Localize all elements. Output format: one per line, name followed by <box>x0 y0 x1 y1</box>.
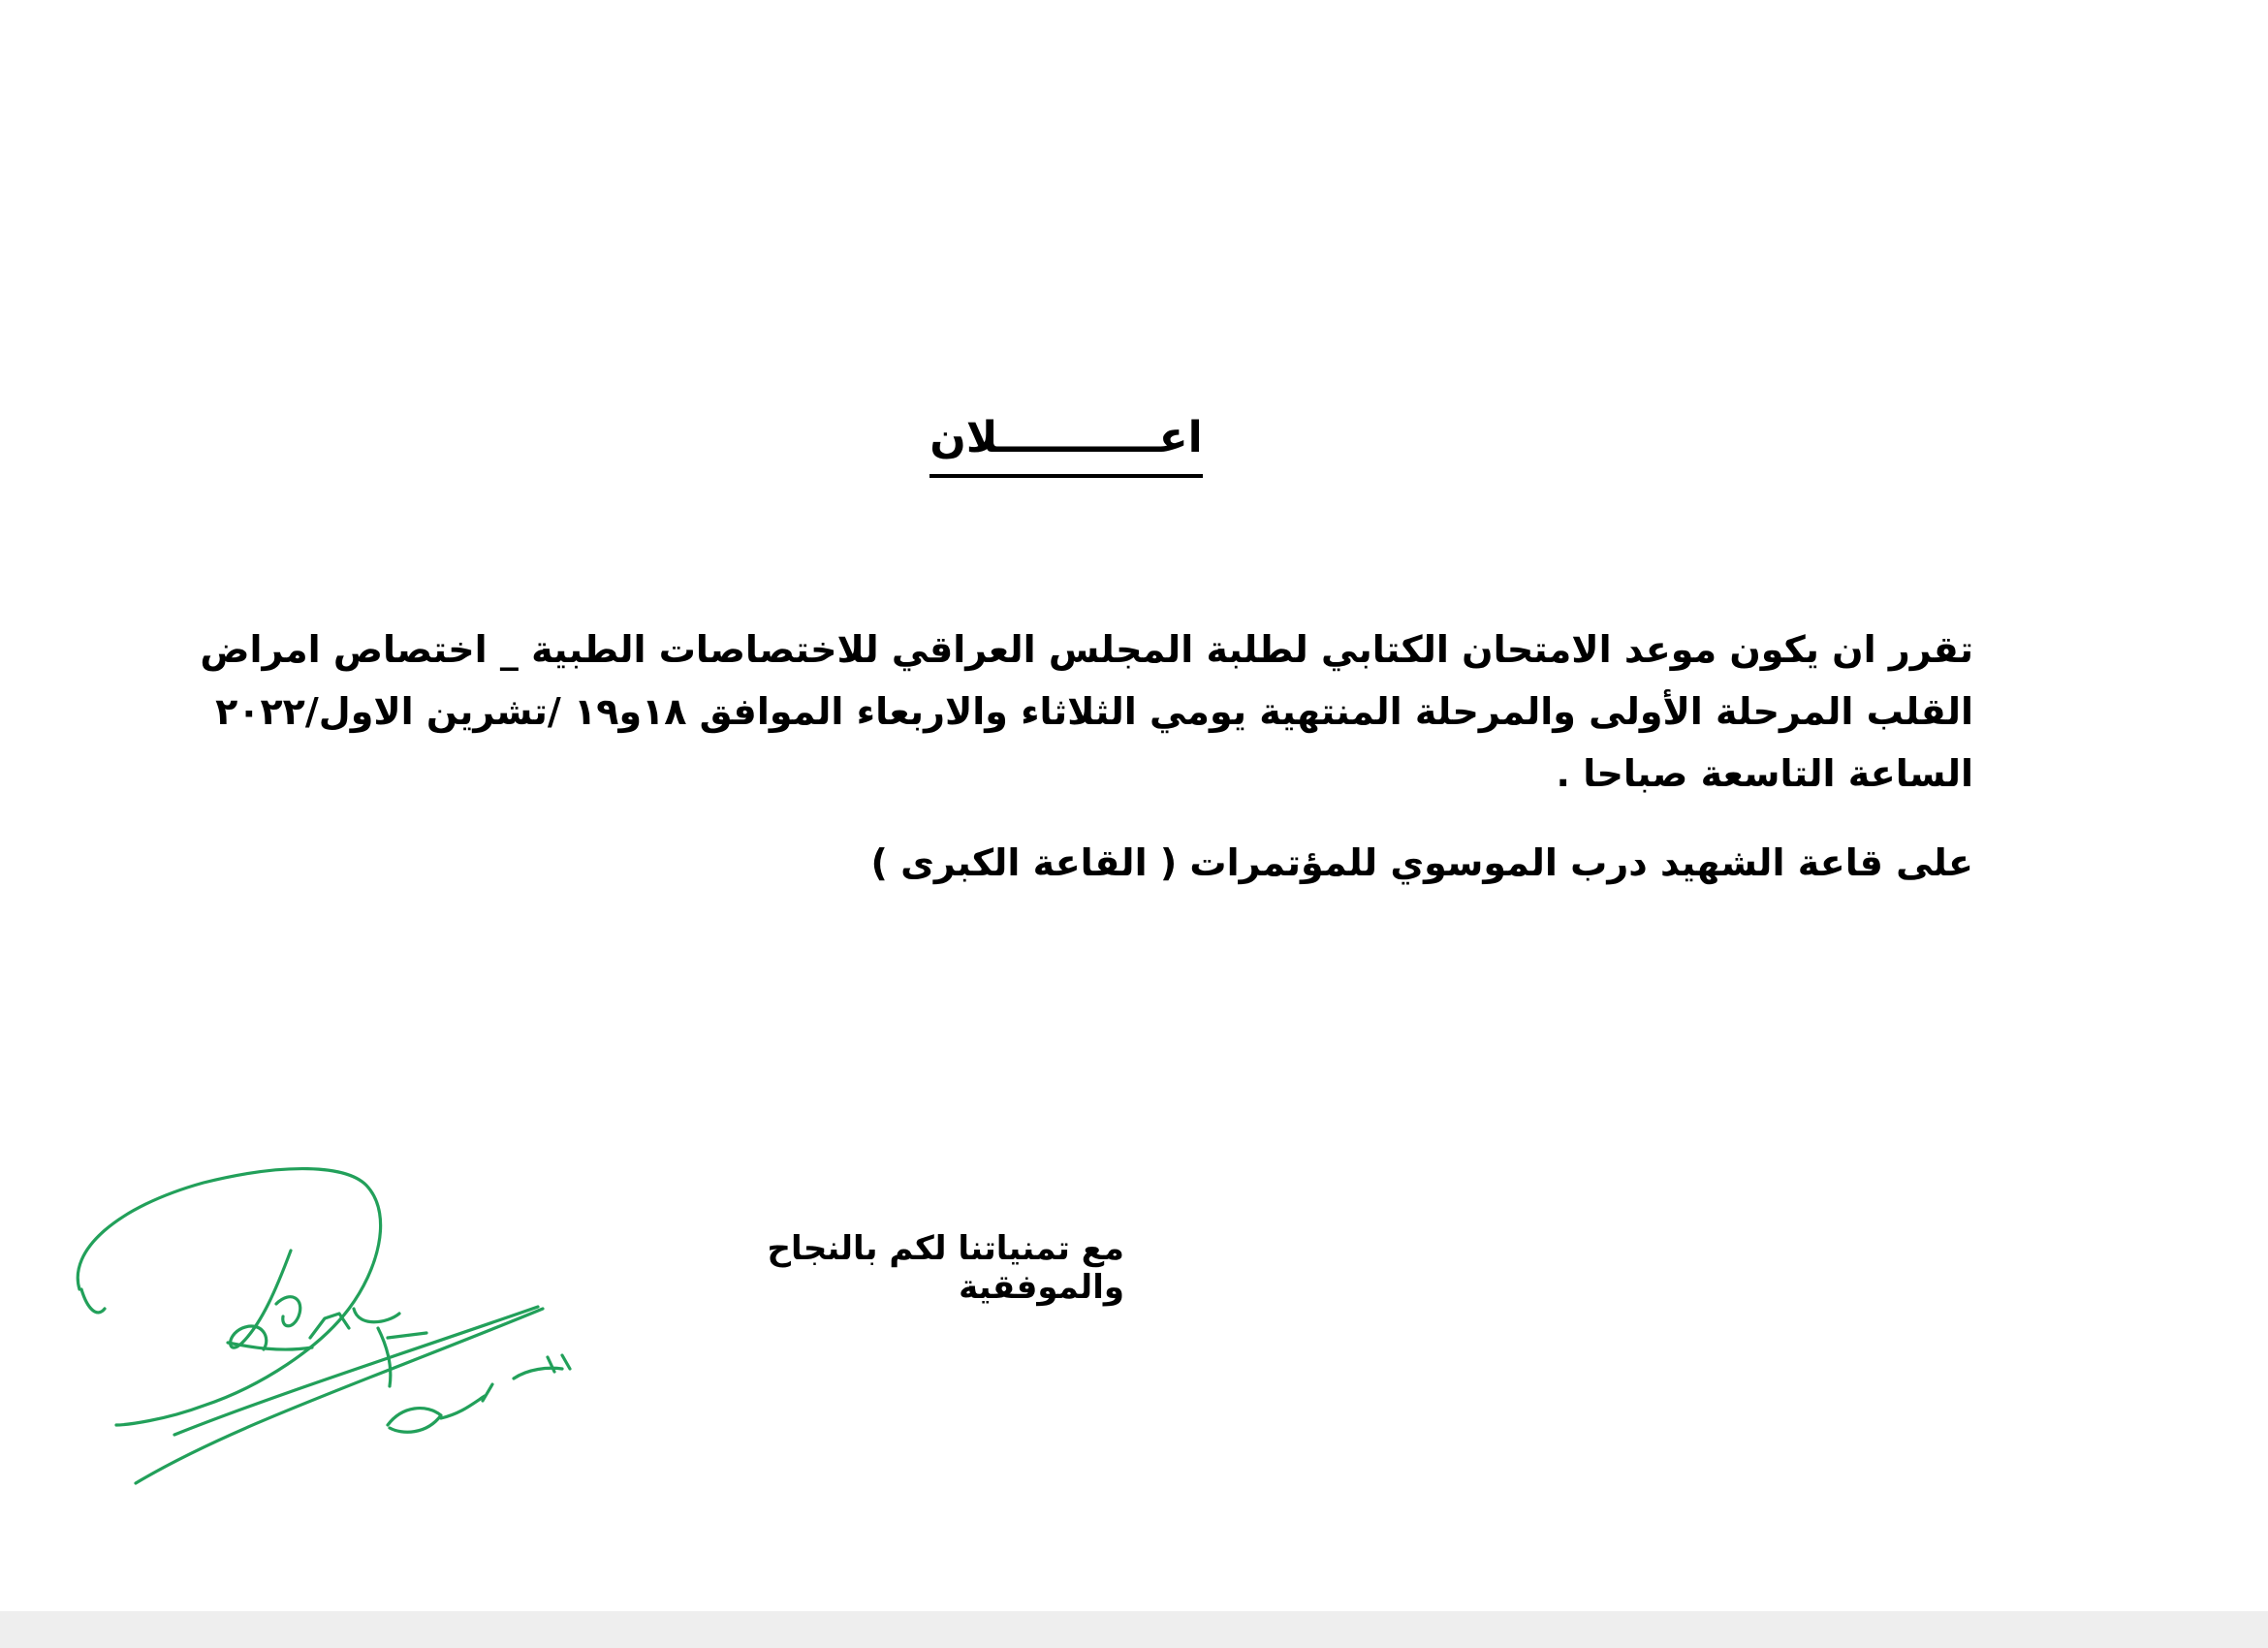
title-text: اعـــــــــــلان <box>929 413 1203 478</box>
scan-bottom-edge <box>0 1611 2268 1648</box>
closing-text: مع تمنياتنا لكم بالنجاح والموفقية <box>767 1229 1124 1307</box>
announcement-title <box>892 413 1241 462</box>
location-line: على قاعة الشهيد درب الموسوي للمؤتمرات ( القاعة الكبرى ) <box>870 841 1973 884</box>
body-line-1: تقرر ان يكون موعد الامتحان الكتابي لطلبة المجلس العراقي للاختصاصات الطبية _ اختصاص امراض <box>200 628 1973 671</box>
body-line-3: الساعة التاسعة صباحا . <box>1556 752 1973 795</box>
body-line-2: القلب المرحلة الأولى والمرحلة المنتهية يومي الثلاثاء والاربعاء الموافق ١٨و١٩ /تشرين الاول/٢٠٢٢ <box>215 690 1973 733</box>
handwritten-signature <box>58 1144 601 1493</box>
announcement-body <box>184 618 1973 894</box>
